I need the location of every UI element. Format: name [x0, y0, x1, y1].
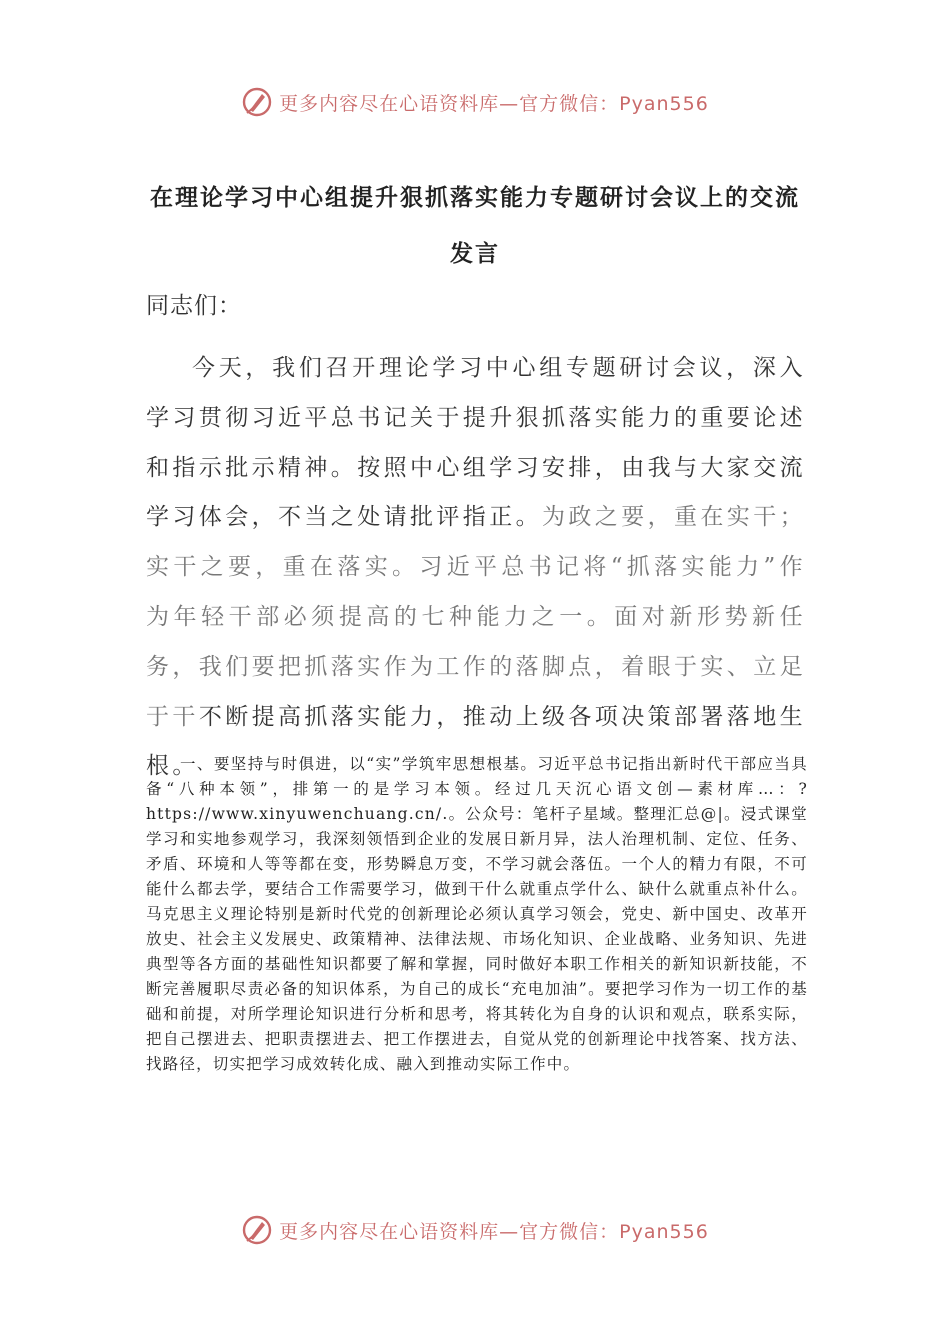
- intro-paragraph: [146, 344, 806, 792]
- intro-text-part1: 今天，我们召开理论学习中心组专题研讨会议，深入学习贯彻习近平总书记关于提升狠抓落实能力的重要论述和指示批示精神。按照中心组学习安排，由我与大家交流学习体会，不当之处请批评指正。: [146, 355, 806, 531]
- section-one-paragraph: 一、要坚持与时俱进，以“实”学筑牢思想根基。习近平总书记指出新时代干部应当具备“八种本领”，排第一的是学习本领。经过几天沉心语文创—素材库…：?https://www.xinyuwenchuang.cn/.。公众号：笔杆子星域。整理汇总@|。浸式课堂学习和实地参观学习，我深刻领悟到企业的发展日新月异，法人治理机制、定位、任务、矛盾、环境和人等等都在变，形势瞬息万变，不学习就会落伍。一个人的精力有限，不可能什么都去学，要结合工作需要学习，做到干什么就重点学什么、缺什么就重点补什么。马克思主义理论特别是新时代党的创新理论必须认真学习领会，党史、新中国史、改革开放史、社会主义发展史、政策精神、法律法规、市场化知识、企业战略、业务知识、先进典型等各方面的基础性知识都要了解和掌握，同时做好本职工作相关的新知识新技能，不断完善履职尽责必备的知识体系，为自己的成长“充电加油”。要把学习作为一切工作的基础和前提，对所学理论知识进行分析和思考，将其转化为自身的认识和观点，联系实际，把自己摆进去、把职责摆进去、把工作摆进去，自觉从党的创新理论中找答案、找方法、找路径，切实把学习成效转化成、融入到推动实际工作中。: [146, 755, 808, 1073]
- document-title: 在理论学习中心组提升狠抓落实能力专题研讨会议上的交流发言: [150, 185, 800, 267]
- intro-text-part2: 为政之要，重在实干；实干之要，重在落实。习近平总书记将“抓落实能力”作为年轻干部必须提高的七种能力之一。面对新形势新任务，我们要把抓落实作为工作的落脚点，着眼于实、立足于干: [146, 504, 806, 730]
- quill-logo-icon: [241, 86, 273, 118]
- footer-watermark-banner: [0, 1210, 950, 1250]
- intro-text-part3: 不断提高抓落实能力，推动上级各项决策部署落地生根。: [146, 703, 807, 780]
- header-watermark-text: 更多内容尽在心语资料库—官方微信：Pyan556: [279, 92, 709, 115]
- quill-logo-icon: [241, 1214, 273, 1246]
- header-watermark-banner: [0, 82, 950, 122]
- salutation: 同志们：: [146, 293, 242, 319]
- footer-watermark-text: 更多内容尽在心语资料库—官方微信：Pyan556: [279, 1220, 709, 1243]
